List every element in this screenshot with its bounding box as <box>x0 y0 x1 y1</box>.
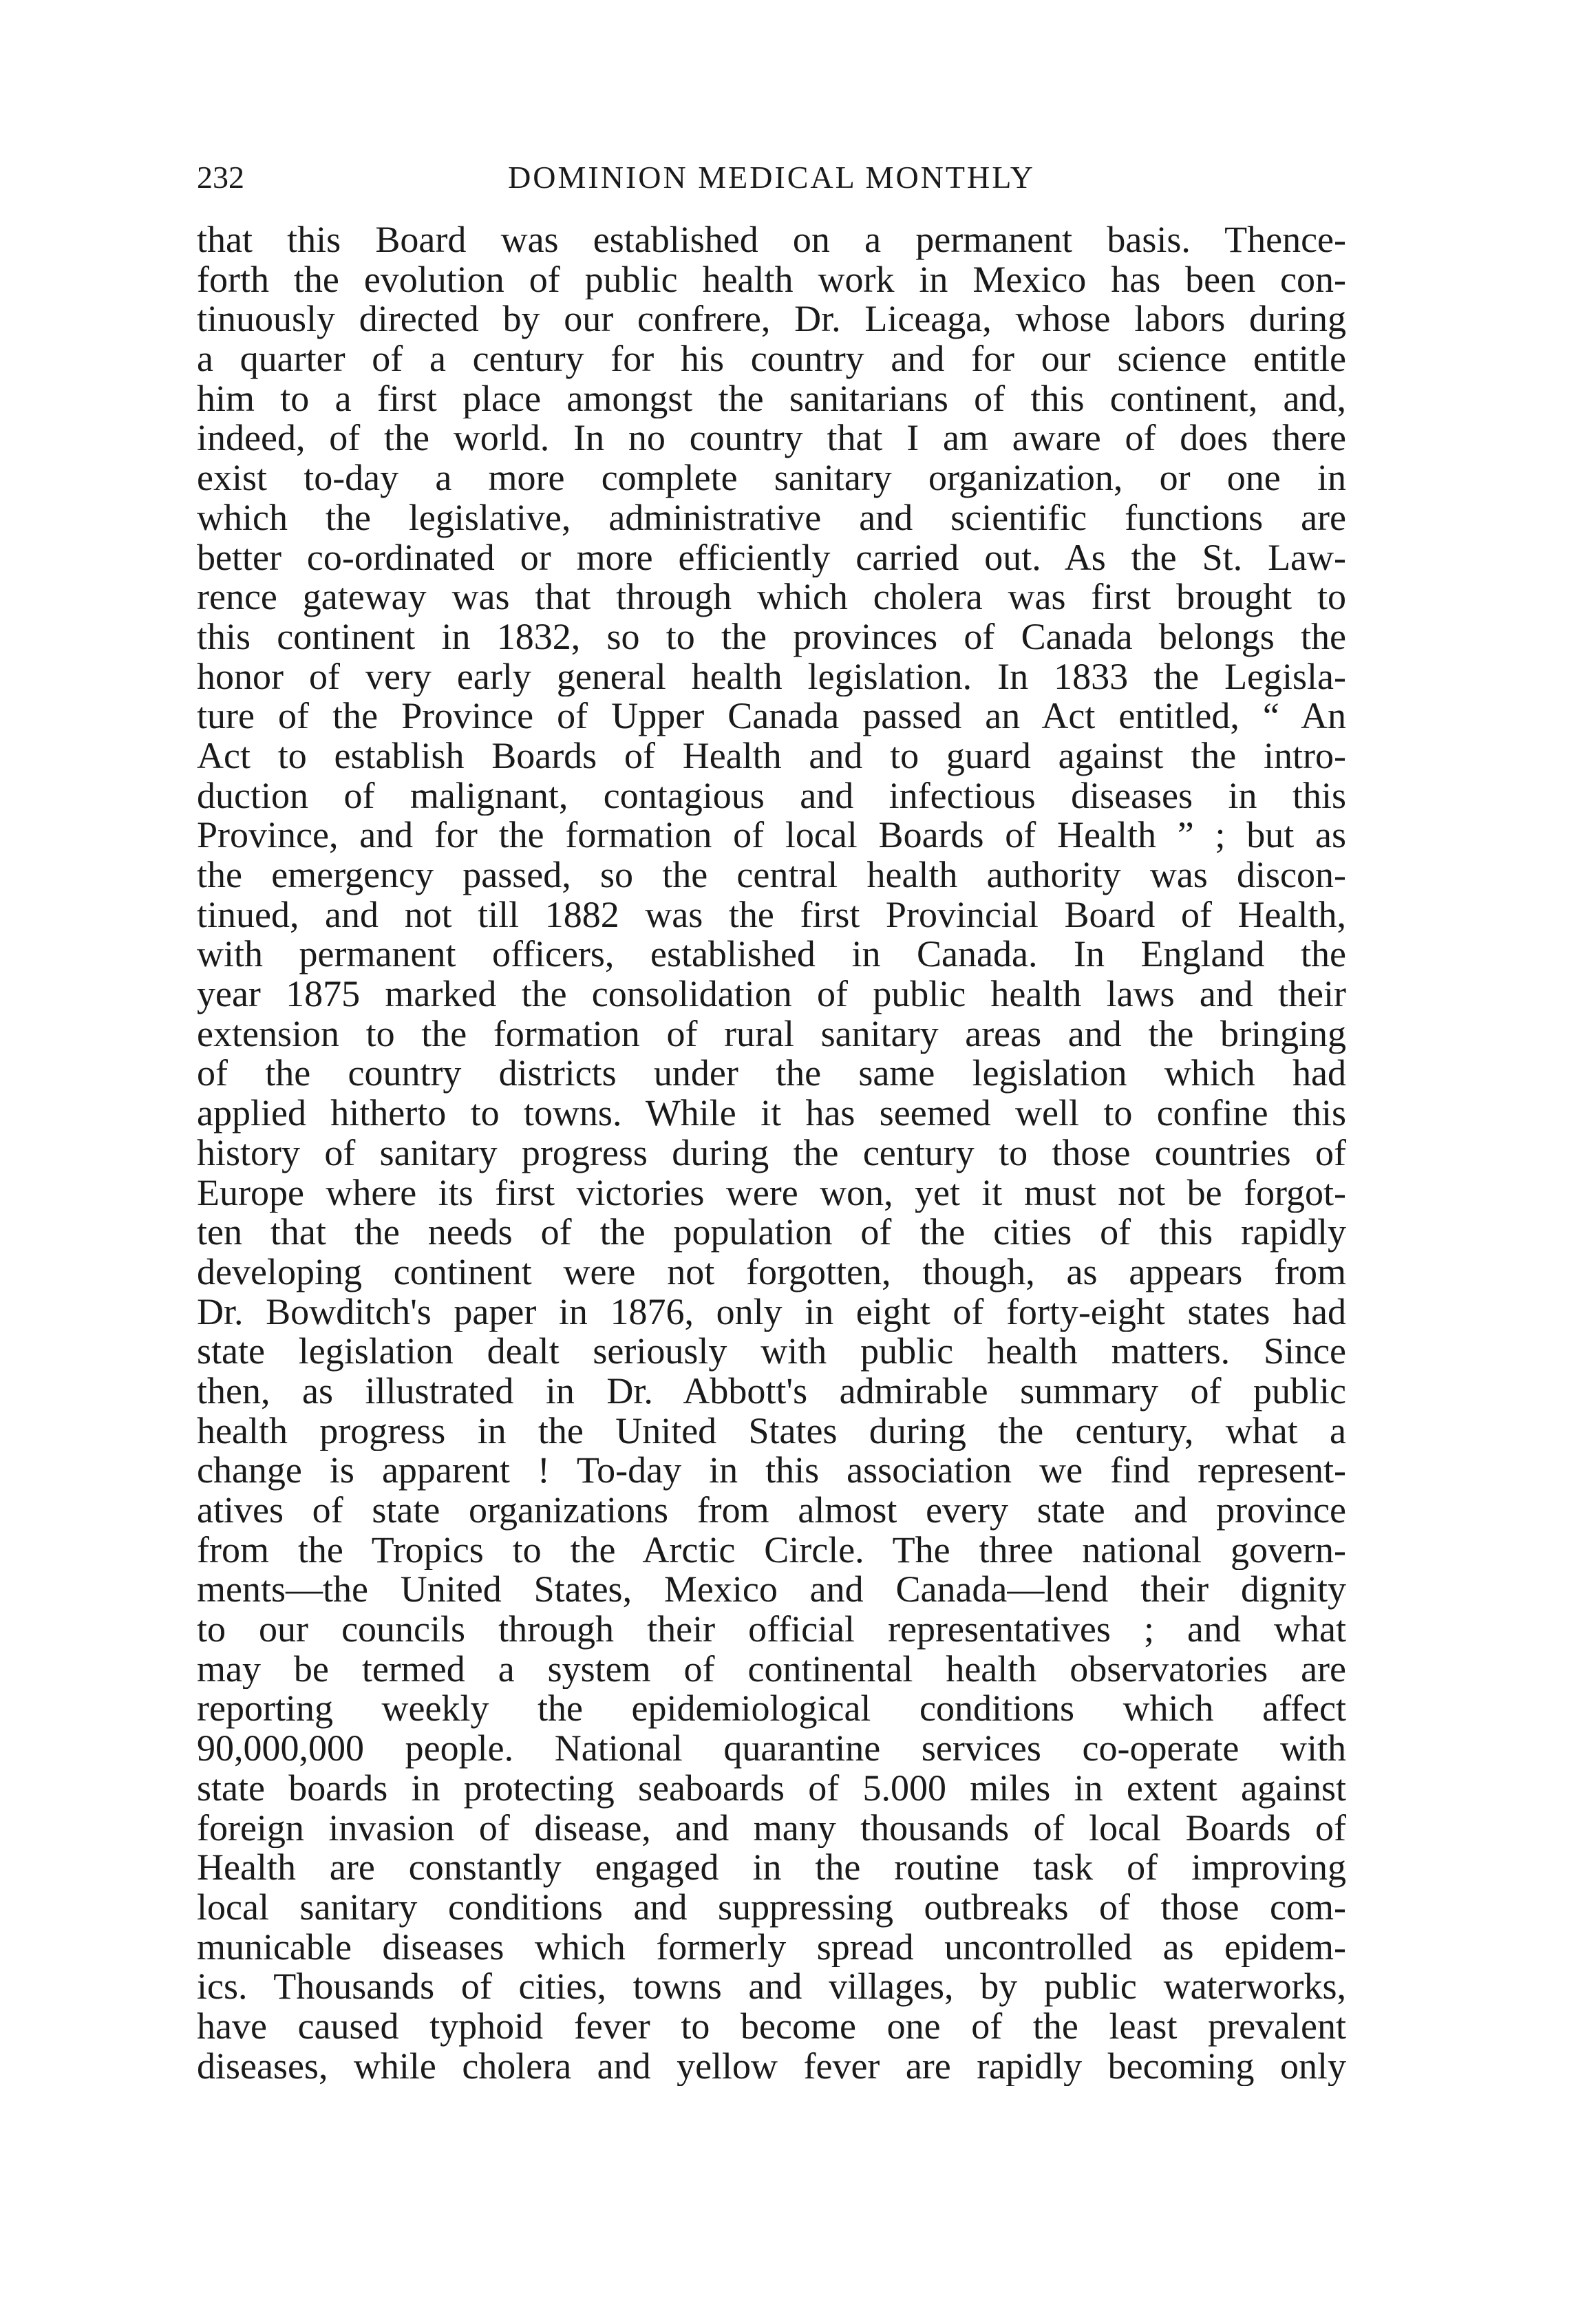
text-line: diseases, while cholera and yellow fever are rapidly becoming only <box>197 2046 1346 2087</box>
text-line: from the Tropics to the Arctic Circle. The three national govern- <box>197 1530 1346 1571</box>
text-line: year 1875 marked the consolidation of public health laws and their <box>197 975 1346 1014</box>
text-line: foreign invasion of disease, and many thousands of local Boards of <box>197 1808 1346 1849</box>
text-line: a quarter of a century for his country and for our science entitle <box>197 339 1346 379</box>
text-line: Health are constantly engaged in the routine task of improving <box>197 1848 1346 1888</box>
text-line: that this Board was established on a permanent basis. Thence- <box>197 220 1346 260</box>
text-line: then, as illustrated in Dr. Abbott's admirable summary of public <box>197 1371 1346 1412</box>
text-line: health progress in the United States during the century, what a <box>197 1411 1346 1451</box>
journal-title: DOMINION MEDICAL MONTHLY <box>508 160 1035 195</box>
text-line: better co-ordinated or more efficiently carried out. As the St. Law- <box>197 538 1346 578</box>
text-line: state boards in protecting seaboards of 5.000 miles in extent against <box>197 1768 1346 1809</box>
text-line: exist to-day a more complete sanitary organization, or one in <box>197 458 1346 498</box>
text-line: tinued, and not till 1882 was the first Provincial Board of Health, <box>197 895 1346 935</box>
text-line: applied hitherto to towns. While it has seemed well to confine this <box>197 1094 1346 1134</box>
text-line: ics. Thousands of cities, towns and villages, by public waterworks, <box>197 1967 1346 2007</box>
text-line: local sanitary conditions and suppressing outbreaks of those com- <box>197 1887 1346 1928</box>
text-line: ture of the Province of Upper Canada passed an Act entitled, “ An <box>197 696 1346 736</box>
text-line: to our councils through their official representatives ; and what <box>197 1610 1346 1650</box>
text-line: forth the evolution of public health work in Mexico has been con- <box>197 259 1346 300</box>
text-line: with permanent officers, established in Canada. In England the <box>197 935 1346 975</box>
text-line: Act to establish Boards of Health and to guard against the intro- <box>197 736 1346 776</box>
page-number: 232 <box>197 160 244 195</box>
text-line: municable diseases which formerly spread uncontrolled as epidem- <box>197 1927 1346 1968</box>
text-line: this continent in 1832, so to the provinces of Canada belongs the <box>197 617 1346 657</box>
text-line: history of sanitary progress during the century to those countries of <box>197 1133 1346 1173</box>
text-line: indeed, of the world. In no country that I am aware of does there <box>197 418 1346 459</box>
text-line: atives of state organizations from almost every state and province <box>197 1491 1346 1531</box>
text-line: him to a first place amongst the sanitarians of this continent, and, <box>197 379 1346 419</box>
text-line: state legislation dealt seriously with public health matters. Since <box>197 1332 1346 1372</box>
text-line: ments—the United States, Mexico and Canada—lend their dignity <box>197 1570 1346 1610</box>
text-line: developing continent were not forgotten, though, as appears from <box>197 1252 1346 1292</box>
text-line: duction of malignant, contagious and infectious diseases in this <box>197 776 1346 816</box>
running-head <box>197 157 1346 205</box>
text-line: change is apparent ! To-day in this association we find represent- <box>197 1451 1346 1491</box>
text-line: extension to the formation of rural sanitary areas and the bringing <box>197 1014 1346 1054</box>
body-text <box>197 220 1346 2086</box>
text-line: 90,000,000 people. National quarantine services co-operate with <box>197 1729 1346 1769</box>
text-line: the emergency passed, so the central health authority was discon- <box>197 855 1346 895</box>
text-line: which the legislative, administrative and scientific functions are <box>197 498 1346 538</box>
text-line: may be termed a system of continental health observatories are <box>197 1649 1346 1690</box>
text-line: Europe where its first victories were won, yet it must not be forgot- <box>197 1173 1346 1213</box>
text-line: tinuously directed by our confrere, Dr. Liceaga, whose labors during <box>197 299 1346 340</box>
text-line: ten that the needs of the population of the cities of this rapidly <box>197 1213 1346 1253</box>
text-line: reporting weekly the epidemiological conditions which affect <box>197 1689 1346 1730</box>
text-line: have caused typhoid fever to become one of the least prevalent <box>197 2006 1346 2047</box>
text-line: Province, and for the formation of local Boards of Health ” ; but as <box>197 816 1346 855</box>
text-line: Dr. Bowditch's paper in 1876, only in eight of forty-eight states had <box>197 1292 1346 1332</box>
text-line: of the country districts under the same legislation which had <box>197 1054 1346 1094</box>
text-line: honor of very early general health legislation. In 1833 the Legisla- <box>197 657 1346 697</box>
text-line: rence gateway was that through which cholera was first brought to <box>197 577 1346 617</box>
